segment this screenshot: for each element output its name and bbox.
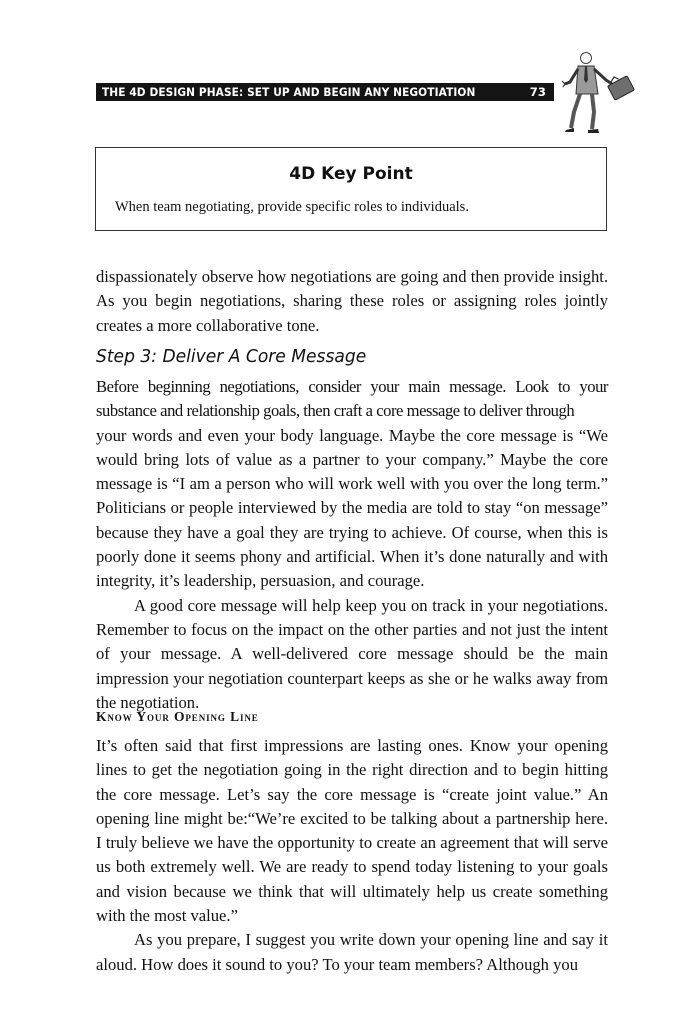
step-3-heading: Step 3: Deliver A Core Message (96, 346, 367, 367)
key-point-box (95, 147, 607, 231)
running-header (96, 83, 554, 101)
opening-line-body (96, 734, 608, 977)
key-point-text: When team negotiating, provide specific roles to individuals. (115, 199, 469, 215)
page-number: 73 (529, 85, 546, 99)
step-3-paragraph-2: A good core message will help keep you on track in your negotiations. Remember to focus on the impact on the other parties and not just the intent of your message. A well-delivered core message should be the main impression your negotiation counterpart keeps as she or he walks away from the negotiation. (96, 595, 608, 712)
key-point-title: 4D Key Point (289, 164, 413, 184)
opening-line-paragraph-1: It’s often said that first impressions are lasting ones. Know your opening lines to get the negotiation going in the right direction and to begin hitting the core message. Let’s say the core message is “create joint value.” An opening line might be:“We’re excited to be talking about a partnership here. I truly believe we have the opportunity to create an agreement that will serve us both extremely well. We are ready to spend today listening to your goals and vision because we think that will ultimately help us create something with the most value.” (96, 736, 608, 926)
walking-businessman-icon (562, 50, 640, 134)
step-3-body (96, 375, 608, 715)
intro-paragraph-block (96, 265, 608, 338)
intro-paragraph: dispassionately observe how negotiations are going and then provide insight. As you begin negotiations, sharing these roles or assigning roles jointly creates a more collaborative tone. (96, 267, 608, 335)
chapter-title: THE 4D DESIGN PHASE: SET UP AND BEGIN ANY NEGOTIATION (102, 85, 476, 99)
opening-line-paragraph-2: As you prepare, I suggest you write down your opening line and say it aloud. How does it sound to you? To your team members? Although you (96, 930, 608, 974)
opening-line-heading: Know Your Opening Line (96, 709, 259, 724)
step-3-paragraph-1: your words and even your body language. Maybe the core message is “We would bring lots of value as a partner to your company.” Maybe the core message is “I am a person who will work well with you over the long term.” Politicians or people interviewed by the media are told to stay “on message” because they have a goal they are trying to achieve. Of course, when this is poorly done it seems phony and artificial. When it’s done naturally and with integrity, it’s leadership, persuasion, and courage. (96, 425, 608, 591)
step-3-paragraph-condensed: Before beginning negotiations, consider your main message. Look to your substance and relationship goals, then craft a core message to deliver through (96, 377, 608, 421)
